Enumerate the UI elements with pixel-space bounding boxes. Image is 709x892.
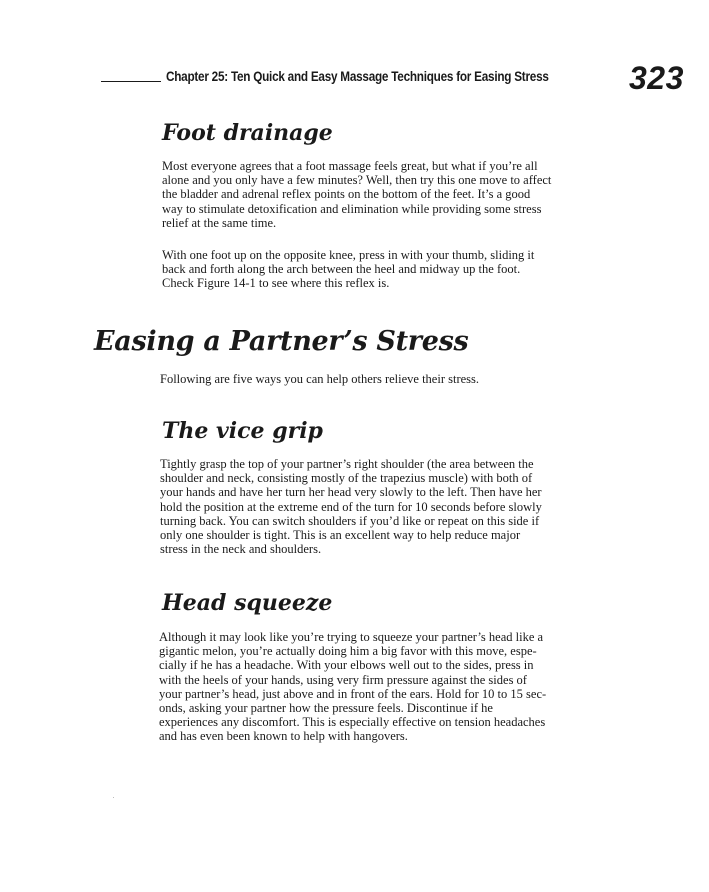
- text-line: alone and you only have a few minutes? Well, then try this one move to affect: [162, 173, 552, 188]
- header-rule: [101, 81, 161, 82]
- text-line: the bladder and adrenal reflex points on the bottom of the feet. It’s a good: [162, 187, 531, 202]
- chapter-title: Chapter 25: Ten Quick and Easy Massage Techniques for Easing Stress: [166, 68, 549, 84]
- text-line: Tightly grasp the top of your partner’s right shoulder (the area between the: [160, 457, 534, 471]
- paragraph-foot-drainage-1: [162, 159, 551, 230]
- text-line: only one shoulder is tight. This is an excellent way to help reduce major: [160, 528, 521, 543]
- text-line: turning back. You can switch shoulders if you’d like or repeat on this side if: [160, 513, 540, 528]
- paragraph-vice-grip: [160, 457, 542, 556]
- heading-head-squeeze: Head squeeze: [162, 590, 333, 616]
- heading-vice-grip: The vice grip: [162, 418, 323, 444]
- text-line: Check Figure 14-1 to see where this reflex is.: [162, 276, 390, 291]
- text-line: relief at the same time.: [162, 215, 277, 230]
- text-line: your partner’s head, just above and in front of the ears. Hold for 10 to 15 sec-: [159, 686, 547, 701]
- text-line: hold the position at the extreme end of the turn for 10 seconds before slowly: [160, 499, 542, 514]
- running-header: [0, 62, 709, 102]
- text-line: way to stimulate detoxification and elimination while providing some stress: [162, 201, 542, 216]
- text-line: Although it may look like you’re trying to squeeze your partner’s head like a: [159, 630, 544, 644]
- paragraph-head-squeeze: [159, 630, 546, 744]
- text-line: onds, asking your partner how the pressure feels. Discontinue if he: [159, 701, 493, 716]
- text-line: your hands and have her turn her head very slowly to the left. Then have her: [160, 485, 542, 500]
- text-line: with the heels of your hands, using very firm pressure against the sides of: [159, 672, 527, 687]
- text-line: cially if he has a headache. With your elbows well out to the sides, press in: [159, 658, 534, 673]
- scan-speck: [113, 797, 114, 798]
- page-number: 323: [629, 60, 684, 96]
- heading-easing-partners-stress: Easing a Partner’s Stress: [94, 326, 469, 357]
- heading-foot-drainage: Foot drainage: [162, 120, 333, 146]
- paragraph-easing-intro: [160, 372, 479, 386]
- text-line: Following are five ways you can help others relieve their stress.: [160, 372, 480, 386]
- text-line: With one foot up on the opposite knee, press in with your thumb, sliding it: [162, 248, 535, 262]
- text-line: experiences any discomfort. This is especially effective on tension headaches: [159, 715, 546, 730]
- text-line: gigantic melon, you’re actually doing him a big favor with this move, espe-: [159, 644, 537, 659]
- text-line: back and forth along the arch between the heel and midway up the foot.: [162, 262, 521, 277]
- text-line: Most everyone agrees that a foot massage feels great, but what if you’re all: [162, 159, 538, 173]
- text-line: shoulder and neck, consisting mostly of the trapezius muscle) with both of: [160, 471, 533, 486]
- text-line: stress in the neck and shoulders.: [160, 542, 322, 557]
- paragraph-foot-drainage-2: [162, 248, 534, 291]
- text-line: and has even been known to help with hangovers.: [159, 729, 408, 744]
